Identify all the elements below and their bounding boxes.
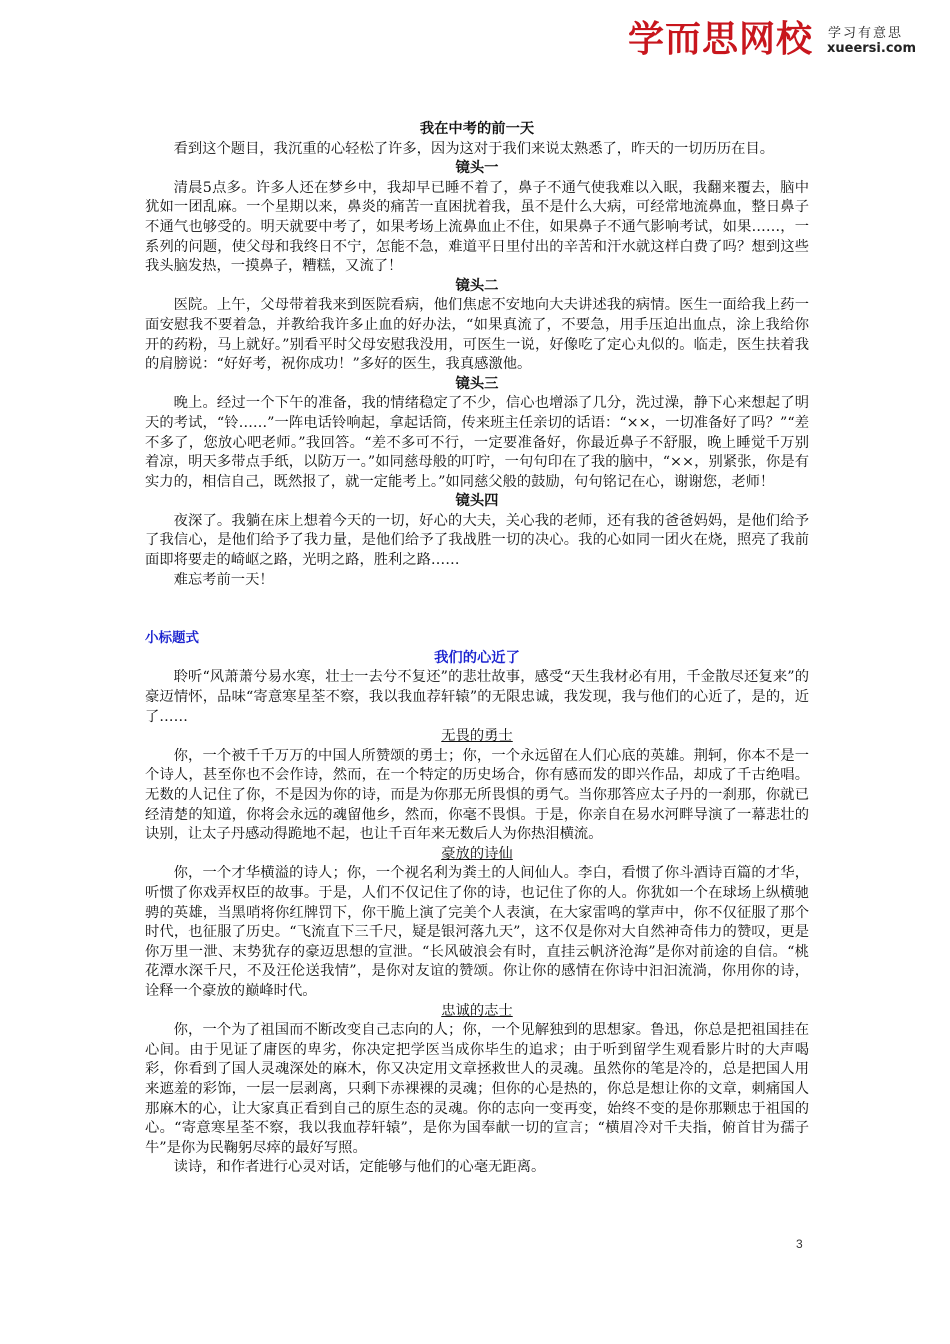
document-body — [145, 120, 809, 1178]
scene-text: 晚上。经过一个下午的准备，我的情绪稳定了不少，信心也增添了几分，洗过澡，静下心来想起了明天的考试，“铃……”一阵电话铃响起，拿起话筒，传来班主任亲切的话语：“××，一切准备好了吗？”“差不多了，您放心吧老师。”我回答。“差不多可不行，一定要准备好，你最近鼻子不舒服，晚上睡觉千万别着凉，明天多带点手纸，以防万一。”如同慈母般的叮咛，一句句印在了我的脑中，“××，别紧张，你是有实力的，相信自己，既然报了，就一定能考上。”如同慈父般的鼓励，句句铭记在心，谢谢您，老师！ — [145, 395, 809, 490]
scene-text: 医院。上午，父母带着我来到医院看病，他们焦虑不安地向大夫讲述我的病情。医生一面给我上药一面安慰我不要着急，并教给我许多止血的好办法，“如果真流了，不要急，用手压迫出血点，涂上我给你开的药粉，马上就好。”别看平时父母安慰我没用，可医生一说，好像吃了定心丸似的。临走，医生扶着我的肩膀说：“好好考，祝你成功！”多好的医生，我真感激他。 — [145, 297, 809, 373]
part-text: 你，一个被千千万万的中国人所赞颂的勇士；你，一个永远留在人们心底的英雄。荆轲，你本不是一个诗人，甚至你也不会作诗，然而，在一个特定的历史场合，你有感而发的即兴作品，却成了千古绝唱。无数的人记住了你，不是因为你的诗，而是为你那无所畏惧的勇气。当你那答应太子丹的一刹那，你就已经清楚的知道，你将会永远的魂留他乡，然而，你毫不畏惧。于是，你亲自在易水河畔导演了一幕悲壮的诀别，让太子丹感动得跪地不起，也让千百年来无数后人为你热泪横流。 — [145, 747, 809, 843]
scene-heading: 镜头二 — [455, 277, 499, 294]
essay-ending: 读诗，和作者进行心灵对话，定能够与他们的心毫无距离。 — [173, 1159, 546, 1176]
part-subtitle: 无畏的勇士 — [441, 728, 513, 745]
logo-url: xueersi.com — [827, 41, 917, 56]
part-subtitle: 豪放的诗仙 — [441, 845, 513, 862]
part-text: 你，一个才华横溢的诗人；你，一个视名利为粪土的人间仙人。李白，看惯了你斗酒诗百篇的才华，听惯了你戏弄权臣的故事。于是，人们不仅记住了你的诗，也记住了你的人。你犹如一个在球场上纵横驰骋的英雄，当黑哨将你红牌罚下，你干脆上演了完美个人表演，在大家雷鸣的掌声中，你不仅征服了那个时代，也征服了历史。“飞流直下三千尺，疑是银河落九天”，这不仅是你对大自然神奇伟力的赞叹，更是你万里一泄、末势犹存的豪迈思想的宣泄。“长风破浪会有时，直挂云帆济沧海”是你对前途的自信。“桃花潭水深千尺，不及汪伦送我情”，是你对友谊的赞颂。你让你的感情在你诗中汩汩流淌，你用你的诗，诠释一个豪放的巅峰时代。 — [145, 865, 809, 999]
page-number: 3 — [796, 1237, 803, 1251]
scene-text: 夜深了。我躺在床上想着今天的一切，好心的大夫，关心我的老师，还有我的爸爸妈妈，是他们给予了我信心，是他们给予了我力量，是他们给予了我战胜一切的决心。我的心如同一团火在烧，照亮了我前面即将要走的崎岖之路，光明之路，胜利之路…… — [145, 512, 809, 569]
scene-heading: 镜头四 — [455, 493, 499, 510]
scene-heading: 镜头一 — [455, 160, 499, 177]
logo-slogan: 学习有意思 — [828, 26, 904, 41]
section-gap — [145, 590, 809, 629]
scene-heading: 镜头三 — [455, 375, 499, 392]
part-text: 你，一个为了祖国而不断改变自己志向的人；你，一个见解独到的思想家。鲁迅，你总是把祖国挂在心间。由于见证了庸医的卑劣，你决定把学医当成你毕生的追求；由于听到留学生观看影片时的大声喝彩，你看到了国人灵魂深处的麻木，你又决定用文章拯救世人的灵魂。虽然你的笔是冷的，总是把国人用来遮羞的彩饰，一层一层剥离，只剩下赤裸裸的灵魂；但你的心是热的，你总是想让你的文章，刺痛国人那麻木的心，让大家真正看到自己的原生态的灵魂。你的志向一变再变，始终不变的是你那颗忠于祖国的心。“寄意寒星荃不察，我以我血荐轩辕”，是你为国奉献一切的宣言；“横眉冷对千夫指，俯首甘为孺子牛”是你为民鞠躬尽瘁的最好写照。 — [145, 1022, 809, 1156]
part-subtitle: 忠诚的志士 — [441, 1002, 513, 1019]
essay-ending: 难忘考前一天！ — [173, 571, 274, 588]
essay-intro: 聆听“风萧萧兮易水寒，壮士一去兮不复还”的悲壮故事，感受“天生我材必有用，千金散尽还复来”的豪迈情怀，品味“寄意寒星荃不察，我以我血荐轩辕”的无限忠诚，我发现，我与他们的心近了，是的，近了…… — [145, 669, 809, 725]
scene-text: 清晨5点多。许多人还在梦乡中，我却早已睡不着了，鼻子不通气使我难以入眠，我翻来覆去，脑中犹如一团乱麻。一个星期以来，鼻炎的痛苦一直困扰着我，虽不是什么大病，可经常地流鼻血，整日鼻子不通气也够受的。明天就要中考了，如果考场上流鼻血止不住，如果鼻子不通气影响考试，如果……，一系列的问题，使父母和我终日不宁，怎能不急，难道平日里付出的辛苦和汗水就这样白费了吗？想到这些我头脑发热，一摸鼻子，糟糕，又流了！ — [145, 179, 809, 275]
section-label: 小标题式 — [145, 630, 199, 647]
essay-title: 我在中考的前一天 — [419, 121, 535, 137]
essay-title: 我们的心近了 — [434, 649, 520, 666]
logo-text: 学而思网校 — [628, 19, 814, 60]
essay-intro: 看到这个题目，我沉重的心轻松了许多，因为这对于我们来说太熟悉了，昨天的一切历历在目。 — [173, 140, 775, 157]
brand-logo — [628, 18, 938, 66]
